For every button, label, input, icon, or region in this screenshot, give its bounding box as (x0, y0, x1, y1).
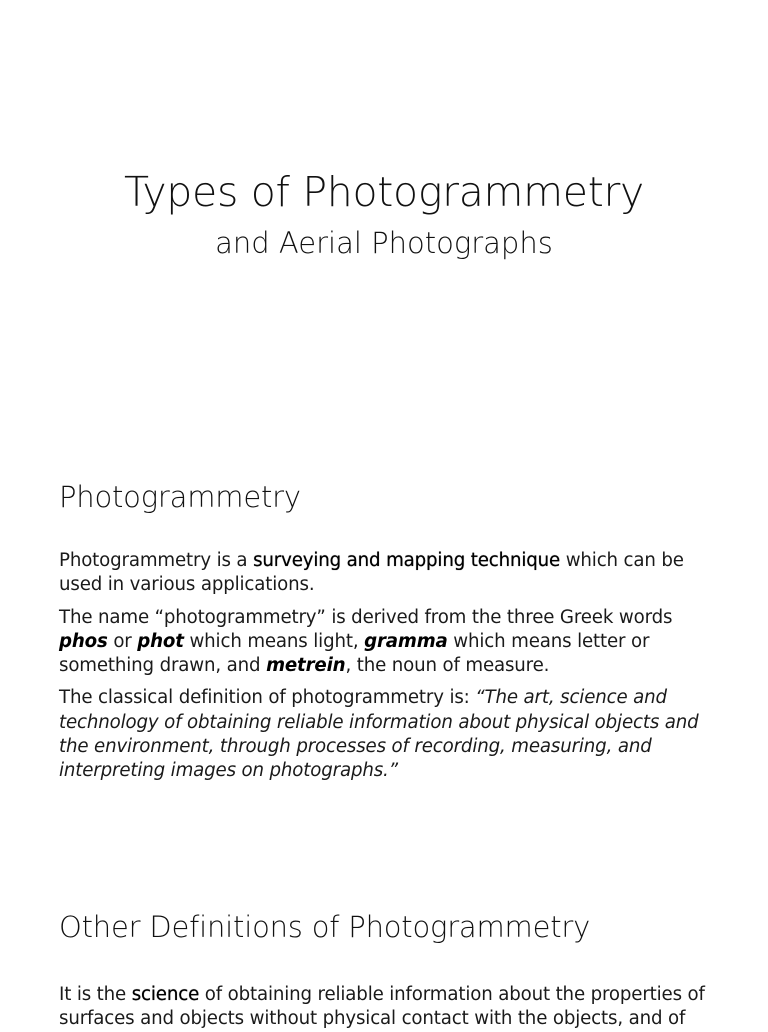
text-run: which means light, (183, 630, 365, 652)
paragraph-science (59, 983, 719, 1032)
text-run: of obtaining reliable information about the properties of surfaces and objects without physical contact with the objects, and of (59, 984, 705, 1030)
slide-heading: Other Definitions of Photogrammetry (59, 910, 591, 944)
slide-photogrammetry (59, 479, 719, 782)
text-run: or (107, 630, 138, 652)
slide-body (59, 549, 719, 784)
paragraph-technique (59, 549, 719, 598)
title-slide (0, 0, 768, 430)
emphasis-science: science (131, 984, 200, 1005)
slide-body (59, 983, 719, 1032)
text-run: Photogrammetry is a (59, 550, 254, 571)
paragraph-definition (59, 686, 719, 783)
text-run: which can be used in various applications. (59, 550, 684, 596)
text-run: The name “photogrammetry” is derived from the three Greek words (59, 606, 673, 628)
text-run: It is the (59, 984, 132, 1005)
main-title: Types of Photogrammetry (123, 168, 645, 216)
emphasis-technique: surveying and mapping technique (253, 550, 561, 571)
term-phos: phos (59, 630, 108, 652)
text-run: which means letter or something drawn, and (59, 630, 650, 677)
term-gramma: gramma (364, 630, 448, 652)
definition-quote: “The art, science and technology of obtaining reliable information about physical objects and the environment, through processes of recording, measuring, and interpreting images on photographs.” (59, 687, 699, 782)
subtitle: and Aerial Photographs (215, 226, 553, 260)
slide-other-definitions (59, 909, 719, 1030)
term-phot: phot (137, 630, 184, 652)
term-metrein: metrein (266, 655, 346, 677)
paragraph-etymology (59, 606, 719, 679)
text-run: , the noun of measure. (345, 655, 550, 677)
text-run: The classical definition of photogrammetry is: (59, 687, 476, 709)
slide-heading: Photogrammetry (59, 480, 301, 514)
